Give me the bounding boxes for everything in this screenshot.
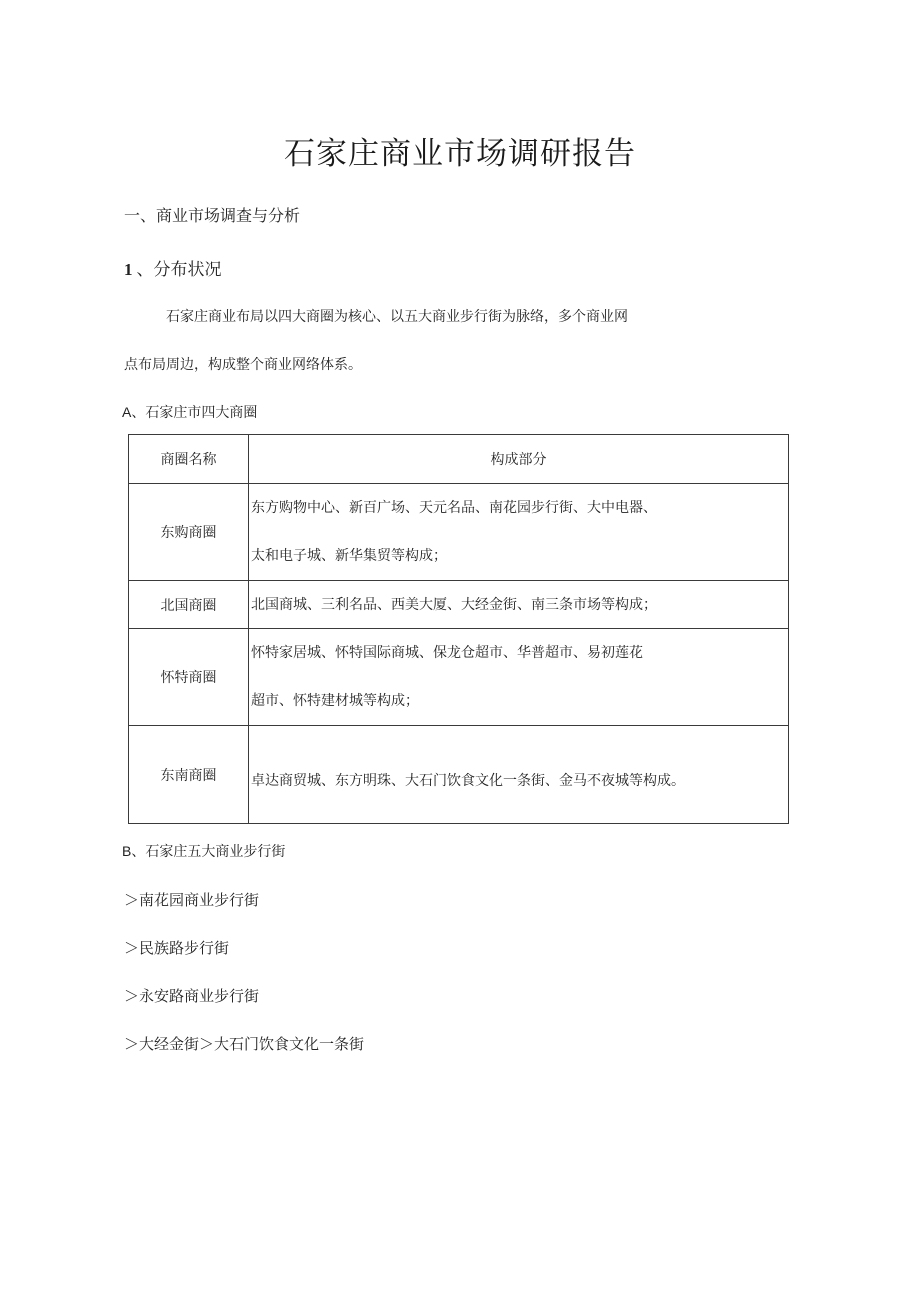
list-item: ＞永安路商业步行街	[124, 987, 260, 1005]
subsection-number: 1	[124, 260, 133, 279]
intro-paragraph-line: 石家庄商业布局以四大商圈为核心、以五大商业步行街为脉络，多个商业网	[166, 309, 628, 325]
composition-line: 北国商城、三利名品、西美大厦、大经金街、南三条市场等构成；	[251, 596, 657, 613]
part-b-heading	[122, 841, 285, 861]
page-title: 石家庄商业市场调研报告	[284, 136, 636, 172]
table-row	[129, 629, 789, 726]
table-row	[129, 484, 789, 581]
district-composition-cell	[249, 484, 789, 581]
composition-line: 怀特家居城、怀特国际商城、保龙仓超市、华普超市、易初莲花	[251, 645, 643, 661]
district-name-cell: 东南商圈	[129, 726, 249, 824]
list-item: ＞民族路步行街	[124, 939, 230, 957]
table-header-row	[129, 435, 789, 484]
list-item: ＞大经金街＞大石门饮食文化一条街	[124, 1035, 365, 1053]
district-name-cell: 北国商圈	[129, 581, 249, 629]
district-composition-cell	[249, 581, 789, 629]
intro-paragraph-line: 点布局周边，构成整个商业网络体系。	[124, 357, 362, 373]
part-a-label: 、石家庄市四大商圈	[131, 405, 258, 421]
part-b-letter: B	[122, 843, 132, 859]
composition-line: 超市、怀特建材城等构成；	[251, 693, 419, 709]
composition-line: 东方购物中心、新百广场、天元名品、南花园步行街、大中电器、	[251, 500, 657, 516]
district-composition-cell	[249, 726, 789, 824]
column-header-composition: 构成部分	[249, 435, 789, 484]
part-a-letter: A	[122, 404, 132, 420]
subsection-heading	[124, 255, 222, 280]
district-name-cell: 怀特商圈	[129, 629, 249, 726]
district-name-cell: 东购商圈	[129, 484, 249, 581]
table-row	[129, 581, 789, 629]
part-b-label: 、石家庄五大商业步行街	[131, 844, 286, 860]
district-composition-cell	[249, 629, 789, 726]
business-district-table	[128, 434, 789, 824]
table-row	[129, 726, 789, 824]
section-heading: 一、商业市场调查与分析	[124, 206, 301, 225]
list-item: ＞南花园商业步行街	[124, 891, 260, 909]
composition-line: 太和电子城、新华集贸等构成；	[251, 548, 447, 564]
column-header-name: 商圈名称	[129, 435, 249, 484]
part-a-heading	[122, 402, 257, 422]
subsection-label: 、分布状况	[136, 260, 222, 280]
composition-line: 卓达商贸城、东方明珠、大石门饮食文化一条街、金马不夜城等构成。	[251, 772, 685, 789]
